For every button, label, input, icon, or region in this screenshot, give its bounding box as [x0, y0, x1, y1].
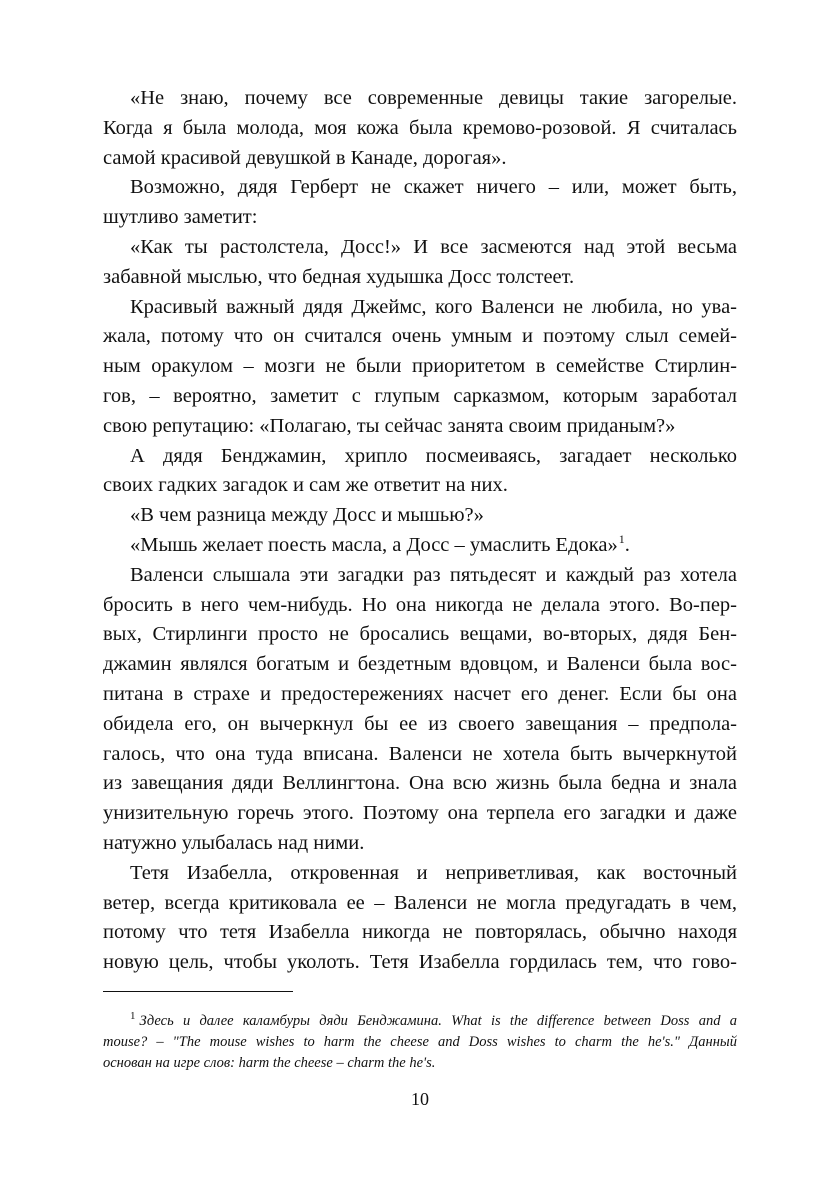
text-line: своих гадких загадок и сам же ответит на них.	[103, 474, 508, 497]
text-line: обидела его, он вычеркнул бы ее из своего завещания – предпола-	[103, 712, 737, 735]
footnote-line	[103, 1011, 737, 1032]
text-line: забавной мыслью, что бедная худышка Досс толстеет.	[103, 265, 575, 288]
text-line: ным оракулом – мозги не были приоритетом в семействе Стирлин-	[103, 355, 737, 378]
text-line: бросить в него чем-нибудь. Но она никогда не делала этого. Во-пер-	[103, 593, 737, 616]
text-line: питана в страхе и предостережениях насчет его денег. Если бы она	[103, 682, 737, 705]
text-line-with-footnote	[103, 531, 737, 561]
text-line: Тетя Изабелла, откровенная и неприветливая, как восточный	[130, 861, 737, 884]
text-line: свою репутацию: «Полагаю, ты сейчас занята своим приданым?»	[103, 414, 676, 437]
text-line: Когда я была молода, моя кожа была кремово-розовой. Я считалась	[103, 116, 737, 139]
text-line: натужно улыбалась над ними.	[103, 831, 365, 854]
text-line: самой красивой девушкой в Канаде, дорогая».	[103, 146, 507, 169]
footnote-line: mouse? – "The mouse wishes to harm the cheese and Doss wishes to charm the he's." Данный	[103, 1034, 737, 1050]
text-line: вых, Стирлинги просто не бросались вещами, во-вторых, дядя Бен-	[103, 623, 737, 646]
text-line: шутливо заметит:	[103, 206, 258, 229]
footnote-text: Здесь и далее каламбуры дяди Бенджамина. What is the difference between Doss and a	[139, 1013, 737, 1029]
text-line: «Мышь желает поесть масла, а Досс – умаслить Едока»	[130, 533, 618, 556]
text-line: унизительную горечь этого. Поэтому она терпела его загадки и даже	[103, 802, 737, 825]
footnote-divider	[103, 991, 293, 992]
footnote-marker: 1	[130, 1010, 136, 1023]
text-line: «Не знаю, почему все современные девицы такие загорелые.	[130, 87, 737, 109]
text-line: Валенси слышала эти загадки раз пятьдесят и каждый раз хотела	[130, 563, 737, 586]
text-line: Возможно, дядя Герберт не скажет ничего – или, может быть,	[130, 176, 737, 199]
text-line: А дядя Бенджамин, хрипло посмеиваясь, загадает несколько	[130, 444, 737, 467]
text-line: ветер, всегда критиковала ее – Валенси не могла предугадать в чем,	[103, 891, 737, 914]
text-line: гов, – вероятно, заметит с глупым сарказмом, которым заработал	[103, 384, 737, 407]
text-line: из завещания дяди Веллингтона. Она всю жизнь была бедна и знала	[103, 772, 737, 795]
text-line: «В чем разница между Досс и мышью?»	[130, 504, 484, 527]
body-text	[103, 84, 737, 978]
text-line: джамин являлся богатым и бездетным вдовцом, и Валенси была вос-	[103, 653, 737, 676]
footnote-line: основан на игре слов: harm the cheese – charm the he's.	[103, 1055, 436, 1071]
text-line: жала, потому что он считался очень умным и поэтому слыл семей-	[103, 325, 737, 348]
footnote-reference[interactable]: 1	[618, 532, 625, 547]
text-line: новую цель, чтобы уколоть. Тетя Изабелла гордилась тем, что гово-	[103, 951, 737, 974]
text-line: Красивый важный дядя Джеймс, кого Валенси не любила, но ува-	[130, 295, 737, 318]
page-number: 10	[411, 1089, 429, 1109]
footnote	[103, 1011, 737, 1074]
text-line-end: .	[624, 533, 630, 556]
text-line: потому что тетя Изабелла никогда не повторялась, обычно находя	[103, 921, 737, 944]
text-line: «Как ты растолстела, Досс!» И все засмеются над этой весьма	[130, 235, 737, 258]
text-line: галось, что она туда вписана. Валенси не хотела быть вычеркнутой	[103, 742, 737, 765]
